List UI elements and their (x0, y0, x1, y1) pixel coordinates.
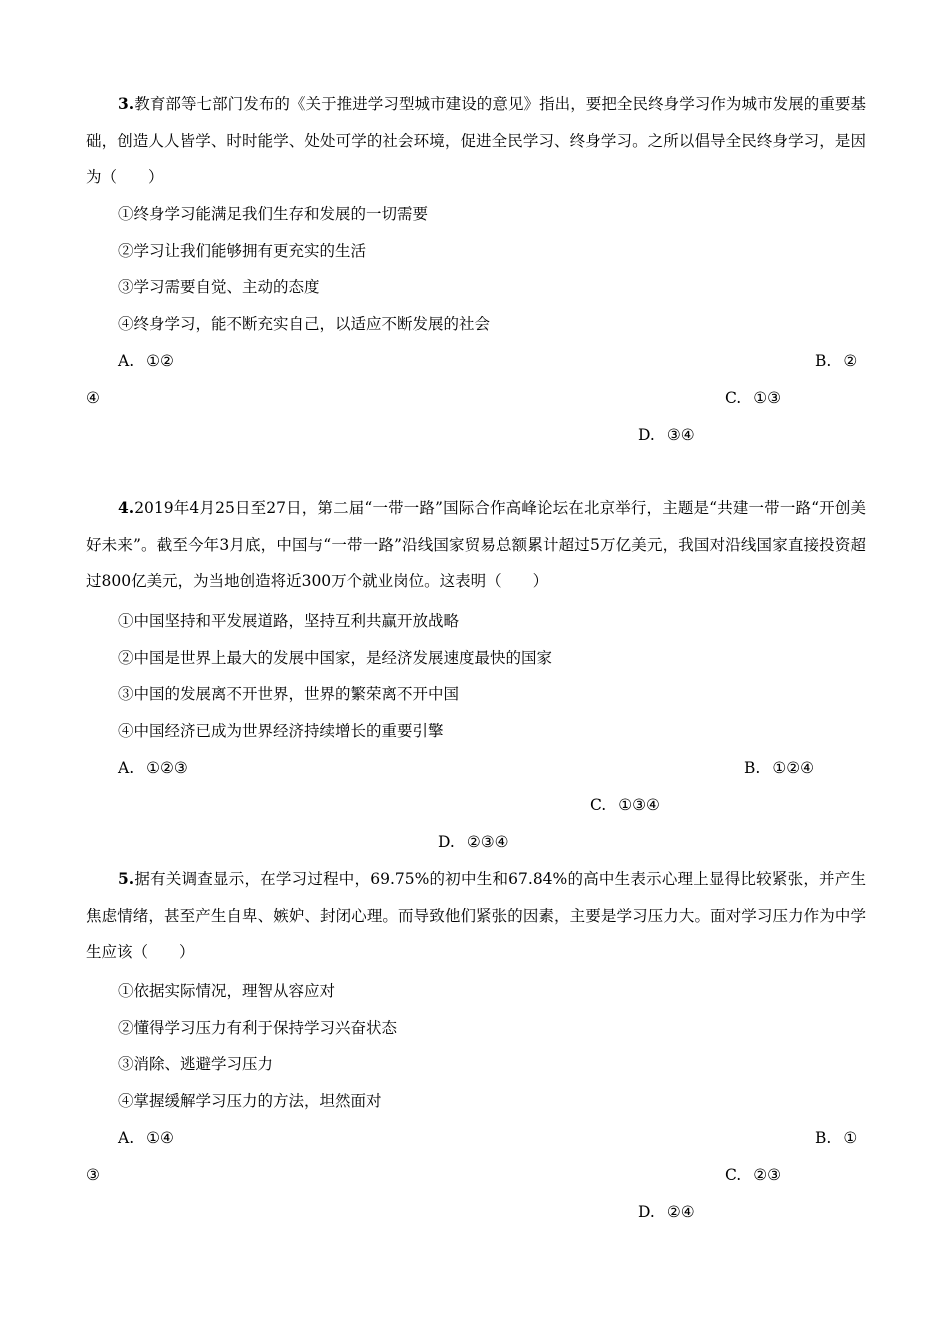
choice-text: ①②③ (146, 759, 188, 777)
choice-letter: A. (118, 352, 135, 370)
choice-c[interactable] (590, 795, 660, 815)
choice-text: ② (843, 352, 858, 370)
choice-b[interactable] (815, 1128, 857, 1148)
choice-letter: A. (118, 759, 135, 777)
option-4: ④掌握缓解学习压力的方法，坦然面对 (118, 1092, 382, 1110)
choice-text: ②③④ (466, 833, 509, 851)
choice-text: ①③ (753, 389, 782, 407)
option-2: ②中国是世界上最大的发展中国家，是经济发展速度最快的国家 (118, 649, 553, 667)
choice-letter: C. (725, 1166, 742, 1184)
choice-text: ④ (86, 389, 100, 407)
option-4: ④终身学习，能不断充实自己，以适应不断发展的社会 (118, 315, 491, 333)
choice-text: ①② (146, 352, 174, 370)
choice-letter: D. (638, 1203, 655, 1221)
option-3: ③消除、逃避学习压力 (118, 1055, 274, 1073)
choice-d[interactable] (438, 832, 509, 852)
question-stem-text: 2019年4月25日至27日，第二届“一带一路”国际合作高峰论坛在北京举行，主题是“共建一带一路“开创美好未来”。截至今年3月底，中国与“一带一路”沿线国家贸易总额累计超过5万亿美元，我国对沿线国家直接投资超过800亿美元，为当地创造将近300万个就业岗位。这表明（ ） (86, 499, 866, 590)
choice-letter: C. (590, 796, 607, 814)
question-stem-text: 据有关调查显示，在学习过程中，69.75%的初中生和67.84%的高中生表示心理上显得比较紧张，并产生焦虑情绪，甚至产生自卑、嫉妒、封闭心理。而导致他们紧张的因素，主要是学习压力大。面对学习压力作为中学生应该（ ） (86, 870, 866, 961)
choice-letter: B. (815, 1129, 832, 1147)
choice-letter: A. (118, 1129, 135, 1147)
choice-a[interactable] (118, 758, 188, 778)
choice-d[interactable] (638, 1202, 695, 1222)
choice-b[interactable] (744, 758, 814, 778)
question-4-stem (86, 490, 866, 600)
choice-text: ②③ (753, 1166, 782, 1184)
choice-text: ①③④ (618, 796, 660, 814)
question-5-stem (86, 861, 866, 971)
question-stem-text: 教育部等七部门发布的《关于推进学习型城市建设的意见》指出，要把全民终身学习作为城市发展的重要基础，创造人人皆学、时时能学、处处可学的社会环境，促进全民学习、终身学习。之所以倡导全民终身学习，是因为（ ） (86, 95, 866, 186)
question-3-stem (86, 86, 866, 196)
choice-b[interactable] (815, 351, 857, 371)
option-1: ①中国坚持和平发展道路，坚持互利共赢开放战略 (118, 612, 460, 630)
choice-text: ①②④ (772, 759, 815, 777)
choice-letter: D. (638, 426, 655, 444)
option-3: ③学习需要自觉、主动的态度 (118, 278, 320, 296)
option-1: ①依据实际情况，理智从容应对 (118, 982, 336, 1000)
choice-a[interactable] (118, 1128, 174, 1148)
option-3: ③中国的发展离不开世界，世界的繁荣离不开中国 (118, 685, 460, 703)
option-2: ②懂得学习压力有利于保持学习兴奋状态 (118, 1019, 398, 1037)
choice-d[interactable] (638, 425, 695, 445)
choice-letter: B. (744, 759, 761, 777)
choice-a[interactable] (118, 351, 174, 371)
choice-letter: C. (725, 389, 742, 407)
option-4: ④中国经济已成为世界经济持续增长的重要引擎 (118, 722, 444, 740)
choice-text: ①④ (146, 1129, 174, 1147)
choice-text: ②④ (666, 1203, 695, 1221)
choice-c[interactable] (725, 1165, 781, 1185)
option-1: ①终身学习能满足我们生存和发展的一切需要 (118, 205, 429, 223)
choice-b-continuation (86, 1165, 100, 1185)
choice-b-continuation (86, 388, 100, 408)
choice-letter: D. (438, 833, 455, 851)
question-number: 4. (118, 498, 135, 517)
question-number: 3. (118, 94, 135, 113)
choice-letter: B. (815, 352, 832, 370)
choice-text: ③④ (666, 426, 695, 444)
choice-text: ③ (86, 1166, 100, 1184)
choice-c[interactable] (725, 388, 781, 408)
option-2: ②学习让我们能够拥有更充实的生活 (118, 242, 367, 260)
choice-text: ① (843, 1129, 858, 1147)
question-number: 5. (118, 869, 135, 888)
